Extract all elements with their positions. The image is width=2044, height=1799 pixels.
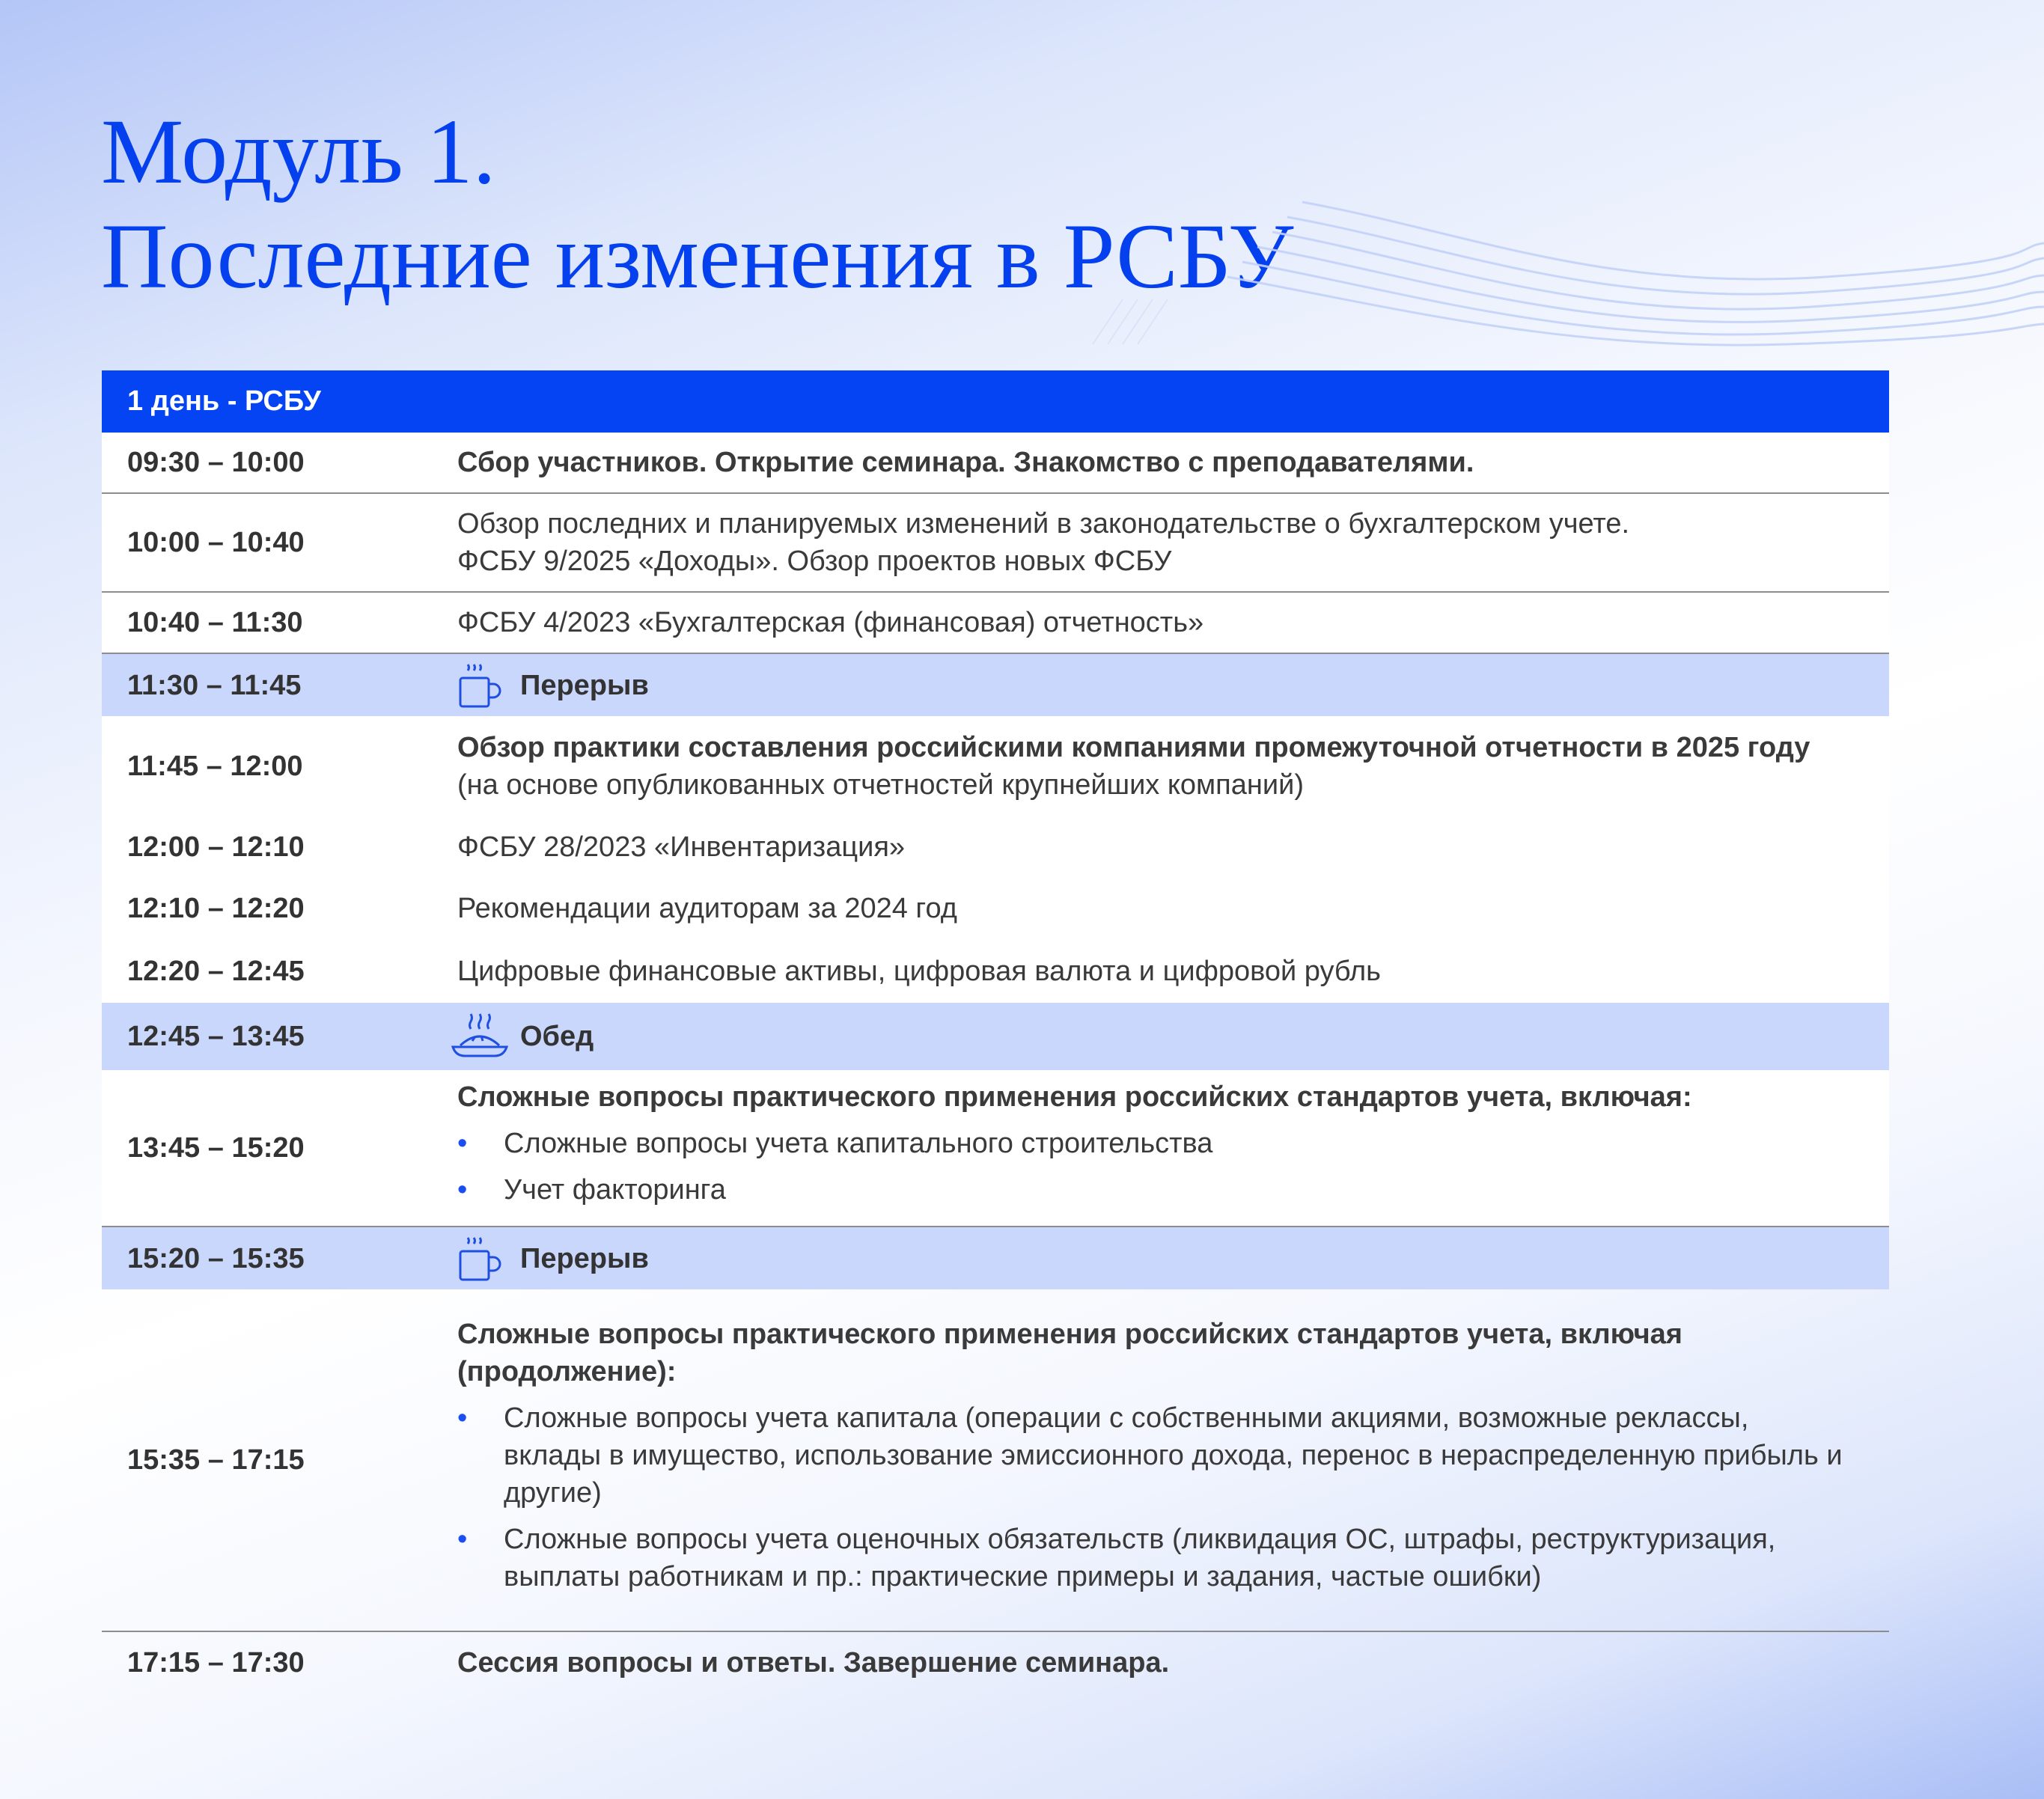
lunch-label: Обед — [520, 1021, 594, 1052]
row-time: 12:10 – 12:20 — [127, 893, 305, 924]
row-time: 10:00 – 10:40 — [127, 527, 305, 558]
row-time: 13:45 – 15:20 — [127, 1132, 305, 1164]
row-text: Сложные вопросы практического применения российских стандартов учета, включая (продолжение): — [457, 1319, 1683, 1387]
schedule-row — [102, 1289, 1889, 1632]
row-text: Сессия вопросы и ответы. Завершение семинара. — [457, 1647, 1170, 1679]
row-time: 09:30 – 10:00 — [127, 447, 305, 478]
schedule-row — [102, 1070, 1889, 1227]
row-time: 12:20 – 12:45 — [127, 955, 305, 987]
row-time: 11:30 – 11:45 — [127, 669, 302, 701]
row-text: Сбор участников. Открытие семинара. Знакомство с преподавателями. — [457, 447, 1474, 478]
pie-dish-icon — [450, 1011, 510, 1062]
bullet-list — [457, 1399, 1844, 1595]
schedule-table — [102, 370, 1889, 1693]
row-time: 12:45 – 13:45 — [127, 1021, 305, 1052]
schedule-row — [102, 816, 1889, 878]
break-label: Перерыв — [520, 1242, 649, 1274]
row-time: 15:35 – 17:15 — [127, 1444, 305, 1476]
schedule-row — [102, 494, 1889, 593]
title-line-2: Последние изменения в РСБУ — [101, 205, 1294, 308]
row-text — [457, 729, 1889, 804]
coffee-cup-icon — [457, 1233, 504, 1284]
list-item: • Учет факторинга — [457, 1171, 1844, 1209]
row-text: ФСБУ 4/2023 «Бухгалтерская (финансовая) отчетность» — [457, 607, 1204, 638]
schedule-header: 1 день - РСБУ — [102, 370, 1889, 433]
schedule-row — [102, 878, 1889, 939]
row-text-block — [457, 1316, 1889, 1604]
break-row — [102, 654, 1889, 716]
schedule-row — [102, 593, 1889, 654]
row-time: 12:00 – 12:10 — [127, 831, 305, 863]
schedule-row — [102, 433, 1889, 494]
list-item: • Сложные вопросы учета оценочных обязательств (ликвидация ОС, штрафы, реструктуризация, выплаты работникам и пр.: практические примеры и задания, частые ошибки) — [457, 1521, 1844, 1595]
bullet-list — [457, 1125, 1844, 1209]
decorative-waves — [1078, 187, 2044, 352]
row-text-bold: Обзор практики составления российскими компаниями промежуточной отчетности в 2025 году — [457, 732, 1810, 763]
row-time: 17:15 – 17:30 — [127, 1647, 305, 1679]
row-text: Сложные вопросы практического применения российских стандартов учета, включая: — [457, 1081, 1692, 1113]
break-label: Перерыв — [520, 669, 649, 701]
row-time: 10:40 – 11:30 — [127, 607, 303, 638]
row-time: 15:20 – 15:35 — [127, 1242, 305, 1274]
schedule-row — [102, 939, 1889, 1003]
list-item: • Сложные вопросы учета капитала (операции с собственными акциями, возможные реклассы, вклады в имущество, использование эмиссионного дохода, перенос в нераспределенную прибыль и другие) — [457, 1399, 1844, 1512]
lunch-row — [102, 1003, 1889, 1070]
row-text: ФСБУ 28/2023 «Инвентаризация» — [457, 831, 906, 863]
schedule-row — [102, 716, 1889, 816]
title-line-1: Модуль 1. — [101, 100, 496, 203]
list-item: • Сложные вопросы учета капитального строительства — [457, 1125, 1844, 1162]
row-text: Рекомендации аудиторам за 2024 год — [457, 893, 957, 924]
coffee-cup-icon — [457, 660, 504, 711]
schedule-row — [102, 1632, 1889, 1693]
row-text-rest: (на основе опубликованных отчетностей крупнейших компаний) — [457, 769, 1304, 801]
row-text-block — [457, 1078, 1889, 1218]
row-time: 11:45 – 12:00 — [127, 751, 303, 782]
row-text: Обзор последних и планируемых изменений в законодательстве о бухгалтерском учете. ФСБУ 9/2025 «Доходы». Обзор проектов новых ФСБУ — [457, 508, 1630, 577]
break-row — [102, 1227, 1889, 1289]
row-text: Цифровые финансовые активы, цифровая валюта и цифровой рубль — [457, 955, 1381, 987]
